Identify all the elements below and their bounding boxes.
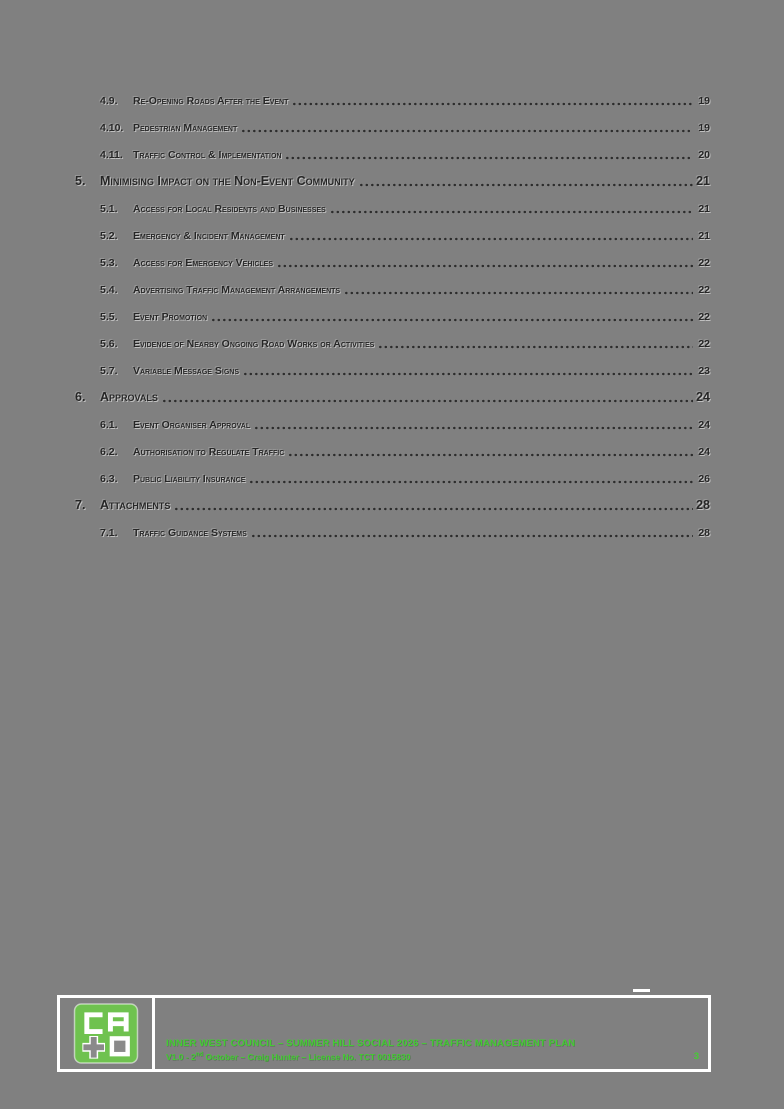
- toc-entry-title: Attachments: [100, 498, 171, 512]
- toc-entry-number: 6.3.: [100, 473, 118, 485]
- toc-entry-number: 6.: [75, 390, 86, 404]
- toc-leader-dots: [255, 426, 693, 430]
- toc-entry-title: Access for Local Residents and Businesses: [133, 203, 326, 215]
- toc-entry[interactable]: [75, 85, 710, 112]
- toc-entry-title: Variable Message Signs: [133, 365, 239, 377]
- toc-entry[interactable]: [75, 409, 710, 436]
- toc-entry-page: 24: [698, 419, 710, 431]
- toc-entry[interactable]: [75, 328, 710, 355]
- toc-entry-title: Re-Opening Roads After the Event: [133, 95, 289, 107]
- logo-square-icon: [112, 1038, 128, 1054]
- toc-entry[interactable]: [75, 463, 710, 490]
- toc-leader-dots: [286, 156, 693, 160]
- toc-leader-dots: [360, 183, 693, 187]
- toc-entry-page: 22: [698, 284, 710, 296]
- cato-logo: [73, 1003, 139, 1064]
- toc-entry-number: 4.11.: [100, 149, 123, 161]
- toc-entry[interactable]: [75, 139, 710, 166]
- toc-entry-title: Event Organiser Approval: [133, 419, 251, 431]
- toc-entry[interactable]: [75, 166, 710, 193]
- toc-entry[interactable]: [75, 112, 710, 139]
- toc-entry-page: 21: [698, 230, 710, 242]
- toc-entry-number: 7.: [75, 498, 86, 512]
- toc-entry-number: 5.6.: [100, 338, 118, 350]
- toc-entry-number: 6.2.: [100, 446, 118, 458]
- toc-leader-dots: [212, 318, 693, 322]
- toc-entry[interactable]: [75, 301, 710, 328]
- toc-entry-number: 5.7.: [100, 365, 118, 377]
- toc-entry-page: 24: [696, 390, 710, 404]
- toc-entry-title: Authorisation to Regulate Traffic: [133, 446, 285, 458]
- footer-table: [57, 995, 711, 1072]
- toc-entry-page: 21: [698, 203, 710, 215]
- toc-entry-page: 22: [698, 257, 710, 269]
- toc-entry-title: Access for Emergency Vehicles: [133, 257, 274, 269]
- toc-entry-number: 7.1.: [100, 527, 118, 539]
- toc-leader-dots: [289, 453, 693, 457]
- toc-entry[interactable]: [75, 382, 710, 409]
- toc-entry-page: 22: [698, 311, 710, 323]
- footer-version-superscript: nd: [195, 1052, 204, 1059]
- toc-leader-dots: [163, 399, 693, 403]
- toc-entry-number: 5.5.: [100, 311, 118, 323]
- table-of-contents: [75, 85, 710, 544]
- toc-entry-number: 5.: [75, 174, 86, 188]
- toc-entry-page: 19: [698, 122, 710, 134]
- toc-entry-title: Traffic Control & Implementation: [133, 149, 282, 161]
- footer-version-prefix: V1.0 - 2: [166, 1052, 196, 1062]
- toc-leader-dots: [293, 102, 693, 106]
- toc-entry[interactable]: [75, 247, 710, 274]
- toc-entry[interactable]: [75, 193, 710, 220]
- toc-entry[interactable]: [75, 517, 710, 544]
- toc-entry-title: Advertising Traffic Management Arrangements: [133, 284, 341, 296]
- toc-entry-number: 4.9.: [100, 95, 118, 107]
- toc-entry-title: Approvals: [100, 390, 158, 404]
- toc-entry-number: 5.1.: [100, 203, 118, 215]
- toc-leader-dots: [250, 480, 693, 484]
- toc-leader-dots: [331, 210, 693, 214]
- toc-entry[interactable]: [75, 355, 710, 382]
- toc-leader-dots: [252, 534, 693, 538]
- toc-leader-dots: [244, 372, 693, 376]
- toc-entry-number: 6.1.: [100, 419, 118, 431]
- toc-entry-number: 4.10.: [100, 122, 124, 134]
- toc-leader-dots: [345, 291, 693, 295]
- toc-entry-page: 21: [696, 174, 710, 188]
- toc-entry[interactable]: [75, 436, 710, 463]
- toc-entry-page: 28: [696, 498, 710, 512]
- footer-page-number: 3: [693, 1051, 699, 1062]
- toc-entry-title: Traffic Guidance Systems: [133, 527, 247, 539]
- toc-entry-page: 19: [698, 95, 710, 107]
- toc-entry-page: 24: [698, 446, 710, 458]
- toc-entry-number: 5.3.: [100, 257, 118, 269]
- toc-entry-page: 26: [698, 473, 710, 485]
- footer-text-cell: [155, 998, 708, 1069]
- toc-entry-page: 20: [698, 149, 710, 161]
- toc-leader-dots: [290, 237, 693, 241]
- toc-entry-number: 5.4.: [100, 284, 118, 296]
- toc-entry[interactable]: [75, 490, 710, 517]
- toc-entry-title: Public Liability Insurance: [133, 473, 246, 485]
- toc-entry-title: Pedestrian Management: [133, 122, 238, 134]
- toc-entry-page: 23: [698, 365, 710, 377]
- toc-entry-page: 22: [698, 338, 710, 350]
- toc-leader-dots: [379, 345, 693, 349]
- footer-document-title: INNER WEST COUNCIL – SUMMER HILL SOCIAL 2026 – TRAFFIC MANAGEMENT PLAN: [166, 1038, 576, 1049]
- toc-entry-number: 5.2.: [100, 230, 118, 242]
- toc-leader-dots: [242, 129, 693, 133]
- toc-entry-title: Minimising Impact on the Non-Event Community: [100, 174, 355, 188]
- toc-entry-title: Event Promotion: [133, 311, 208, 323]
- toc-leader-dots: [175, 507, 693, 511]
- toc-entry-page: 28: [698, 527, 710, 539]
- toc-entry-title: Evidence of Nearby Ongoing Road Works or Activities: [133, 338, 375, 350]
- toc-entry-title: Emergency & Incident Management: [133, 230, 285, 242]
- footer-version-rest: October – Craig Hunter – License No. TCT 0015830: [203, 1052, 411, 1062]
- footer-logo-cell: [60, 998, 155, 1069]
- toc-entry[interactable]: [75, 220, 710, 247]
- footer-version-line: [166, 1052, 682, 1062]
- toc-leader-dots: [278, 264, 693, 268]
- toc-entry[interactable]: [75, 274, 710, 301]
- footer-top-dash: [633, 989, 650, 992]
